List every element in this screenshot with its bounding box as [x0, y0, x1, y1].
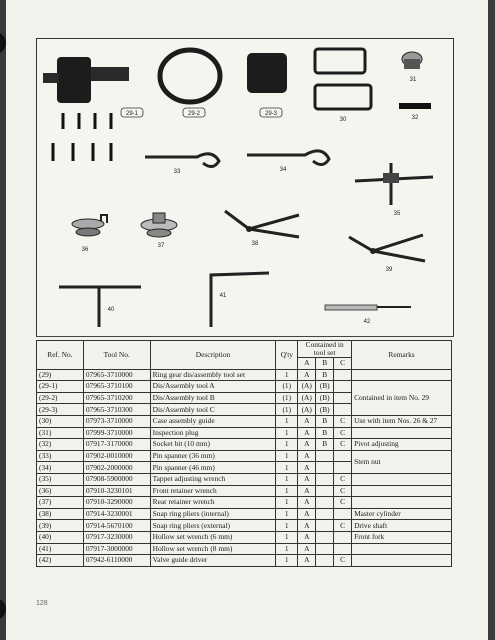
header-tool-no: Tool No. — [83, 341, 150, 370]
cell-ref: (29-3) — [37, 404, 84, 416]
cell-c — [334, 369, 352, 381]
cell-b — [316, 520, 334, 532]
header-ref-no: Ref. No. — [37, 341, 84, 370]
cell-ref: (29-1) — [37, 381, 84, 393]
cell-b — [316, 485, 334, 497]
table-body — [37, 369, 452, 566]
cell-remarks — [352, 555, 452, 567]
label-29-1: 29-1 — [125, 111, 139, 117]
cell-b — [316, 462, 334, 474]
cell-qty: (1) — [276, 404, 298, 416]
cell-b — [316, 473, 334, 485]
cell-ref: (40) — [37, 531, 84, 543]
tool-35-icon — [355, 163, 433, 217]
cell-a: A — [298, 450, 316, 462]
cell-qty: 1 — [276, 555, 298, 567]
table-row — [37, 450, 452, 462]
tool-29-1-icon — [43, 57, 143, 161]
cell-c — [334, 450, 352, 462]
cell-qty: 1 — [276, 531, 298, 543]
label-37: 37 — [157, 243, 165, 249]
tool-42-icon — [325, 305, 411, 325]
label-41: 41 — [219, 293, 227, 299]
cell-c: C — [334, 497, 352, 509]
cell-desc: Valve guide driver — [150, 555, 276, 567]
label-31: 31 — [409, 77, 417, 83]
cell-c: C — [334, 415, 352, 427]
cell-remarks — [352, 485, 452, 497]
cell-a: A — [298, 543, 316, 555]
table-row — [37, 439, 452, 451]
cell-tool: 07917-3170000 — [83, 439, 150, 451]
cell-desc: Socket bit (10 mm) — [150, 439, 276, 451]
cell-qty: (1) — [276, 392, 298, 404]
cell-desc: Pin spanner (36 mm) — [150, 450, 276, 462]
cell-b — [316, 497, 334, 509]
cell-desc: Snap ring pliers (external) — [150, 520, 276, 532]
cell-qty: 1 — [276, 439, 298, 451]
label-36: 36 — [81, 247, 89, 253]
tool-33-icon — [145, 154, 219, 175]
label-42: 42 — [363, 319, 371, 325]
tool-37-icon — [141, 213, 177, 249]
tool-34-icon — [247, 151, 329, 173]
cell-b — [316, 555, 334, 567]
cell-b: B — [316, 369, 334, 381]
cell-ref: (35) — [37, 473, 84, 485]
header-set-c: C — [334, 358, 352, 370]
cell-tool: 07902-2000000 — [83, 462, 150, 474]
cell-b — [316, 508, 334, 520]
cell-ref: (39) — [37, 520, 84, 532]
cell-qty: (1) — [276, 381, 298, 393]
cell-tool: 07914-5670100 — [83, 520, 150, 532]
cell-tool: 07965-3710100 — [83, 381, 150, 393]
header-description: Description — [150, 341, 276, 370]
cell-tool: 07965-3710200 — [83, 392, 150, 404]
label-35: 35 — [393, 211, 401, 217]
cell-desc: Dis/Assembly tool A — [150, 381, 276, 393]
header-qty: Q'ty — [276, 341, 298, 370]
cell-tool: 07902-0010000 — [83, 450, 150, 462]
cell-c: C — [334, 427, 352, 439]
cell-a: (A) — [298, 381, 316, 393]
tool-31-icon — [402, 52, 422, 83]
cell-b — [316, 450, 334, 462]
cell-c — [334, 543, 352, 555]
cell-remarks: Use with item Nos. 26 & 27 — [352, 415, 452, 427]
cell-c — [334, 531, 352, 543]
cell-a: A — [298, 555, 316, 567]
section-divider — [36, 336, 454, 337]
cell-qty: 1 — [276, 473, 298, 485]
cell-qty: 1 — [276, 485, 298, 497]
cell-tool: 07965-3710000 — [83, 369, 150, 381]
cell-a: A — [298, 369, 316, 381]
cell-remarks: Master cylinder — [352, 508, 452, 520]
cell-desc: Ring gear dis/assembly tool set — [150, 369, 276, 381]
page-number: 128 — [36, 600, 48, 607]
tool-29-2-icon — [160, 50, 220, 117]
table-row — [37, 381, 452, 393]
table-row — [37, 531, 452, 543]
cell-ref: (36) — [37, 485, 84, 497]
cell-b: B — [316, 415, 334, 427]
cell-a: A — [298, 508, 316, 520]
cell-ref: (33) — [37, 450, 84, 462]
cell-b: (B) — [316, 381, 334, 393]
cell-a: A — [298, 497, 316, 509]
table-row — [37, 369, 452, 381]
cell-a: A — [298, 415, 316, 427]
label-33: 33 — [173, 169, 181, 175]
cell-qty: 1 — [276, 450, 298, 462]
cell-qty: 1 — [276, 415, 298, 427]
cell-c — [334, 462, 352, 474]
tool-30-icon — [315, 49, 371, 123]
cell-remarks: Contained in item No. 29 — [352, 381, 452, 416]
label-40: 40 — [107, 307, 115, 313]
cell-a: (A) — [298, 404, 316, 416]
cell-remarks: Stem nut — [352, 450, 452, 473]
cell-remarks — [352, 497, 452, 509]
cell-tool: 07942-6110000 — [83, 555, 150, 567]
cell-remarks: Pivot adjusting — [352, 439, 452, 451]
cell-c — [334, 392, 352, 404]
cell-tool: 07910-3230101 — [83, 485, 150, 497]
cell-tool: 07914-3230001 — [83, 508, 150, 520]
cell-qty: 1 — [276, 427, 298, 439]
cell-b: (B) — [316, 392, 334, 404]
cell-remarks — [352, 369, 452, 381]
cell-ref: (42) — [37, 555, 84, 567]
cell-qty: 1 — [276, 462, 298, 474]
cell-tool: 07910-3290000 — [83, 497, 150, 509]
cell-qty: 1 — [276, 543, 298, 555]
cell-qty: 1 — [276, 508, 298, 520]
special-tools-table — [36, 340, 452, 567]
tool-36-icon — [72, 215, 107, 253]
cell-desc: Dis/Assembly tool B — [150, 392, 276, 404]
cell-c — [334, 508, 352, 520]
table-row — [37, 497, 452, 509]
table-row — [37, 520, 452, 532]
label-30: 30 — [339, 117, 347, 123]
cell-c: C — [334, 473, 352, 485]
cell-a: A — [298, 485, 316, 497]
cell-ref: (41) — [37, 543, 84, 555]
tool-38-icon — [225, 211, 299, 247]
cell-a: A — [298, 520, 316, 532]
table-row — [37, 473, 452, 485]
cell-tool: 07973-3710000 — [83, 415, 150, 427]
label-29-2: 29-2 — [187, 111, 201, 117]
cell-ref: (29) — [37, 369, 84, 381]
tool-29-3-icon — [247, 53, 287, 117]
cell-a: A — [298, 531, 316, 543]
cell-remarks — [352, 473, 452, 485]
cell-c: C — [334, 485, 352, 497]
manual-page — [6, 0, 488, 640]
cell-b — [316, 543, 334, 555]
cell-b — [316, 531, 334, 543]
cell-desc: Rear retainer wrench — [150, 497, 276, 509]
cell-b: B — [316, 439, 334, 451]
table-row — [37, 508, 452, 520]
tool-39-icon — [349, 235, 425, 273]
cell-desc: Hollow set wrench (6 mm) — [150, 531, 276, 543]
cell-c: C — [334, 555, 352, 567]
cell-ref: (30) — [37, 415, 84, 427]
cell-remarks: Drive shaft — [352, 520, 452, 532]
cell-a: A — [298, 473, 316, 485]
tools-drawing — [37, 39, 453, 336]
header-remarks: Remarks — [352, 341, 452, 370]
cell-b: (B) — [316, 404, 334, 416]
cell-c — [334, 404, 352, 416]
cell-tool: 07917-3230000 — [83, 531, 150, 543]
header-set-b: B — [316, 358, 334, 370]
cell-qty: 1 — [276, 497, 298, 509]
cell-desc: Front retainer wrench — [150, 485, 276, 497]
cell-a: A — [298, 427, 316, 439]
cell-ref: (32) — [37, 439, 84, 451]
cell-remarks: Front fork — [352, 531, 452, 543]
cell-ref: (38) — [37, 508, 84, 520]
cell-desc: Pin spanner (46 mm) — [150, 462, 276, 474]
table-header-row — [37, 341, 452, 358]
cell-desc: Snap ring pliers (internal) — [150, 508, 276, 520]
cell-tool: 07917-3000000 — [83, 543, 150, 555]
cell-desc: Dis/Assembly tool C — [150, 404, 276, 416]
cell-c: C — [334, 520, 352, 532]
cell-c: C — [334, 439, 352, 451]
header-set-a: A — [298, 358, 316, 370]
cell-desc: Tappet adjusting wrench — [150, 473, 276, 485]
cell-desc: Hollow set wrench (8 mm) — [150, 543, 276, 555]
table-row — [37, 543, 452, 555]
label-29-3: 29-3 — [264, 111, 278, 117]
cell-tool: 07965-3710300 — [83, 404, 150, 416]
tool-40-icon — [59, 287, 141, 327]
cell-b: B — [316, 427, 334, 439]
table-row — [37, 485, 452, 497]
table-row — [37, 427, 452, 439]
cell-remarks — [352, 543, 452, 555]
table-row — [37, 555, 452, 567]
cell-a: A — [298, 462, 316, 474]
label-34: 34 — [279, 167, 287, 173]
cell-qty: 1 — [276, 520, 298, 532]
tool-32-icon — [399, 103, 431, 121]
cell-a: (A) — [298, 392, 316, 404]
cell-c — [334, 381, 352, 393]
cell-ref: (31) — [37, 427, 84, 439]
cell-desc: Inspection plug — [150, 427, 276, 439]
header-contained: Contained in tool set — [298, 341, 352, 358]
label-38: 38 — [251, 241, 259, 247]
cell-remarks — [352, 427, 452, 439]
cell-a: A — [298, 439, 316, 451]
cell-ref: (29-2) — [37, 392, 84, 404]
label-39: 39 — [385, 267, 393, 273]
label-32: 32 — [411, 115, 419, 121]
cell-tool: 07999-3710000 — [83, 427, 150, 439]
tools-illustration — [36, 38, 454, 337]
cell-tool: 07908-5900000 — [83, 473, 150, 485]
cell-qty: 1 — [276, 369, 298, 381]
cell-ref: (37) — [37, 497, 84, 509]
cell-desc: Case assembly guide — [150, 415, 276, 427]
table-row — [37, 415, 452, 427]
cell-ref: (34) — [37, 462, 84, 474]
tool-41-icon — [211, 273, 269, 327]
